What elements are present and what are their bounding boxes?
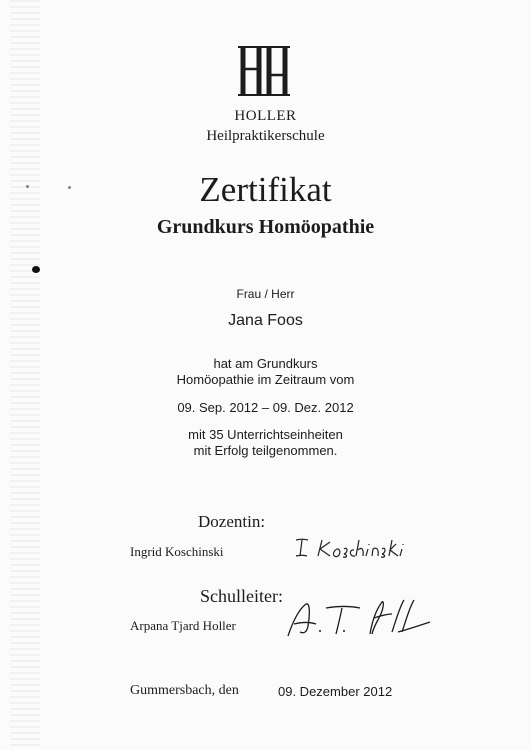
lecturer-name: Ingrid Koschinski — [130, 544, 224, 559]
certificate-title: Zertifikat — [199, 170, 332, 209]
school-logo-icon — [237, 45, 291, 97]
scan-speck — [32, 266, 40, 273]
lecturer-signature — [292, 534, 432, 560]
certificate-subtitle: Grundkurs Homöopathie — [156, 216, 375, 238]
school-name: HOLLER — [234, 108, 297, 124]
body-line-2: Homöopathie im Zeitraum vom — [176, 372, 355, 387]
footer-date: 09. Dezember 2012 — [278, 684, 393, 699]
principal-signature — [280, 594, 440, 640]
body-line-1: hat am Grundkurs — [213, 356, 318, 371]
course-period: 09. Sep. 2012 – 09. Dez. 2012 — [177, 400, 354, 415]
lecturer-heading: Dozentin: — [198, 512, 266, 531]
success-line: mit Erfolg teilgenommen. — [193, 443, 338, 458]
principal-name: Arpana Tjard Holler — [130, 618, 236, 633]
principal-heading: Schulleiter: — [200, 586, 283, 606]
footer-place: Gummersbach, den — [130, 683, 239, 698]
recipient-name: Jana Foos — [228, 312, 303, 329]
units-line: mit 35 Unterrichtseinheiten — [188, 427, 343, 442]
salutation: Frau / Herr — [236, 287, 295, 301]
school-subtitle: Heilpraktikerschule — [206, 128, 325, 144]
